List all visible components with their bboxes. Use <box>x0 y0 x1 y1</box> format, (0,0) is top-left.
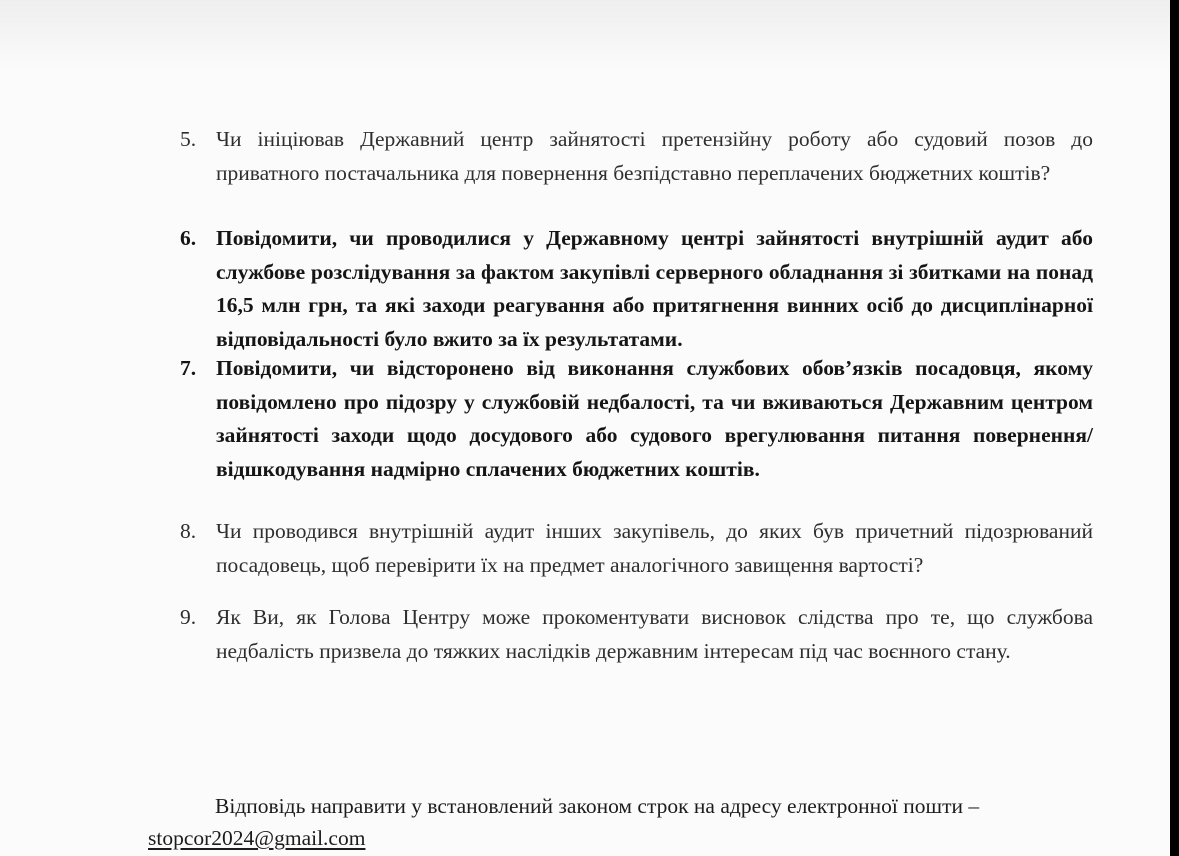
closing-paragraph: Відповідь направити у встановлений законом строк на адресу електронної пошти – <box>215 794 980 818</box>
list-item-9 <box>180 601 1093 668</box>
item-text: Чи ініціював Державний центр зайнятості претензійну роботу або судовий позов до приватного постачальника для повернення безпідставно переплачених бюджетних коштів? <box>216 127 1093 185</box>
item-text: Як Ви, як Голова Центру може прокоментувати висновок слідства про те, що службова недбалість призвела до тяжких наслідків державним інтересам під час воєнного стану. <box>216 605 1093 663</box>
item-number: 7. <box>180 356 197 380</box>
list-item-5 <box>180 123 1093 190</box>
email-link[interactable]: stopcor2024@gmail.com <box>148 826 366 850</box>
item-text: Повідомити, чи відсторонено від виконання службових обов’язків посадовця, якому повідомлено про підозру у службовій недбалості, та чи вживаються Державним центром зайнятості заходи щодо досудового або судового врегулювання питання повернення/відшкодування надмірно сплачених бюджетних коштів. <box>216 356 1093 481</box>
list-item-8 <box>180 515 1093 582</box>
item-text: Чи проводився внутрішній аудит інших закупівель, до яких був причетний підозрюваний посадовець, щоб перевірити їх на предмет аналогічного завищення вартості? <box>216 519 1093 577</box>
item-number: 8. <box>180 519 197 543</box>
item-number: 9. <box>180 605 197 629</box>
list-item-7 <box>180 352 1093 486</box>
list-item-6 <box>180 222 1093 356</box>
item-number: 6. <box>180 226 197 250</box>
item-text: Повідомити, чи проводилися у Державному центрі зайнятості внутрішній аудит або службове розслідування за фактом закупівлі серверного обладнання зі збитками на понад 16,5 млн грн, та які заходи реагування або притягнення винних осіб до дисциплінарної відповідальності було вжито за їх результатами. <box>216 226 1093 351</box>
item-number: 5. <box>180 127 197 151</box>
scan-shade <box>0 0 1170 70</box>
